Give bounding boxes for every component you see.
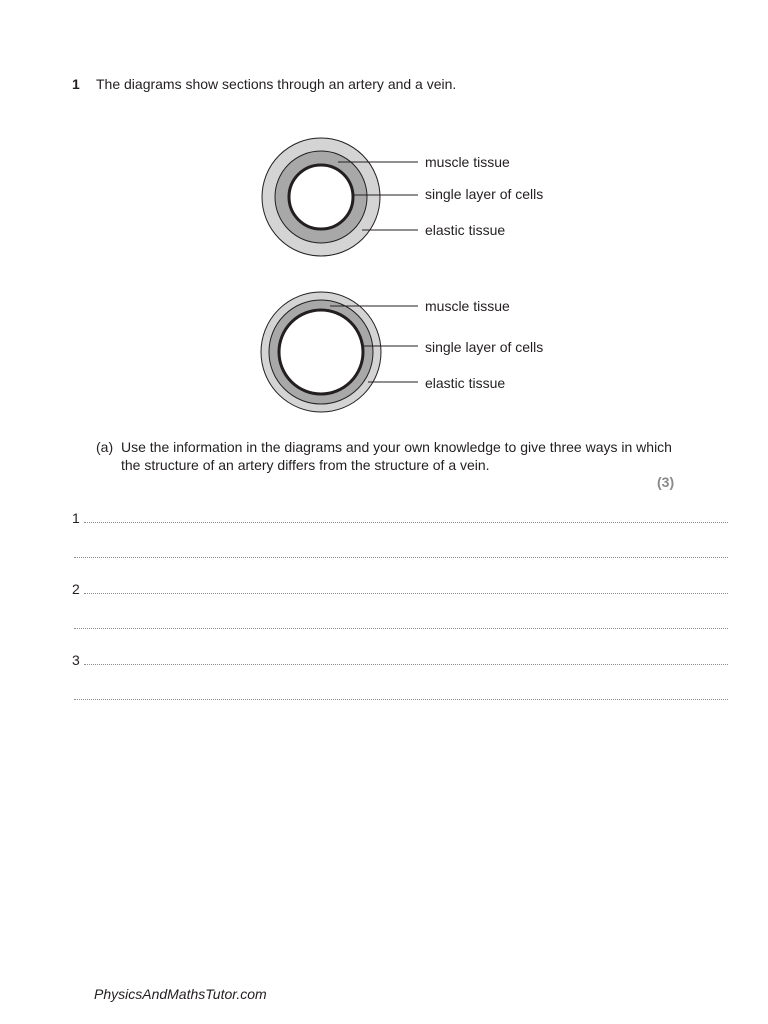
bottom-label-cells: single layer of cells [425, 339, 544, 355]
answer-line-2a[interactable] [84, 593, 728, 594]
answer-number-2: 2 [72, 581, 80, 597]
top-label-muscle: muscle tissue [425, 154, 510, 170]
answer-line-3a[interactable] [84, 664, 728, 665]
answer-number-3: 3 [72, 652, 80, 668]
vessel-diagrams [0, 0, 768, 430]
bottom-lumen [279, 310, 363, 394]
top-label-cells: single layer of cells [425, 186, 544, 202]
top-label-elastic: elastic tissue [425, 222, 506, 238]
answer-number-1: 1 [72, 510, 80, 526]
bottom-label-elastic: elastic tissue [425, 375, 506, 391]
top-vessel-section [262, 138, 418, 256]
marks-badge: (3) [657, 474, 675, 490]
question-number: 1 [72, 76, 80, 92]
part-a-letter: (a) [96, 439, 114, 455]
answer-line-3b[interactable] [74, 699, 728, 700]
footer-site-name: PhysicsAndMathsTutor.com [94, 986, 267, 1002]
answer-line-1a[interactable] [84, 522, 728, 523]
bottom-label-muscle: muscle tissue [425, 298, 510, 314]
top-lumen [289, 165, 353, 229]
bottom-vessel-section [261, 292, 418, 412]
answer-line-1b[interactable] [74, 557, 728, 558]
part-a-text: Use the information in the diagrams and your own knowledge to give three ways in which the structure of an artery differs from the structure of a vein. [121, 439, 672, 473]
answer-line-2b[interactable] [74, 628, 728, 629]
question-stem: The diagrams show sections through an artery and a vein. [96, 76, 457, 92]
